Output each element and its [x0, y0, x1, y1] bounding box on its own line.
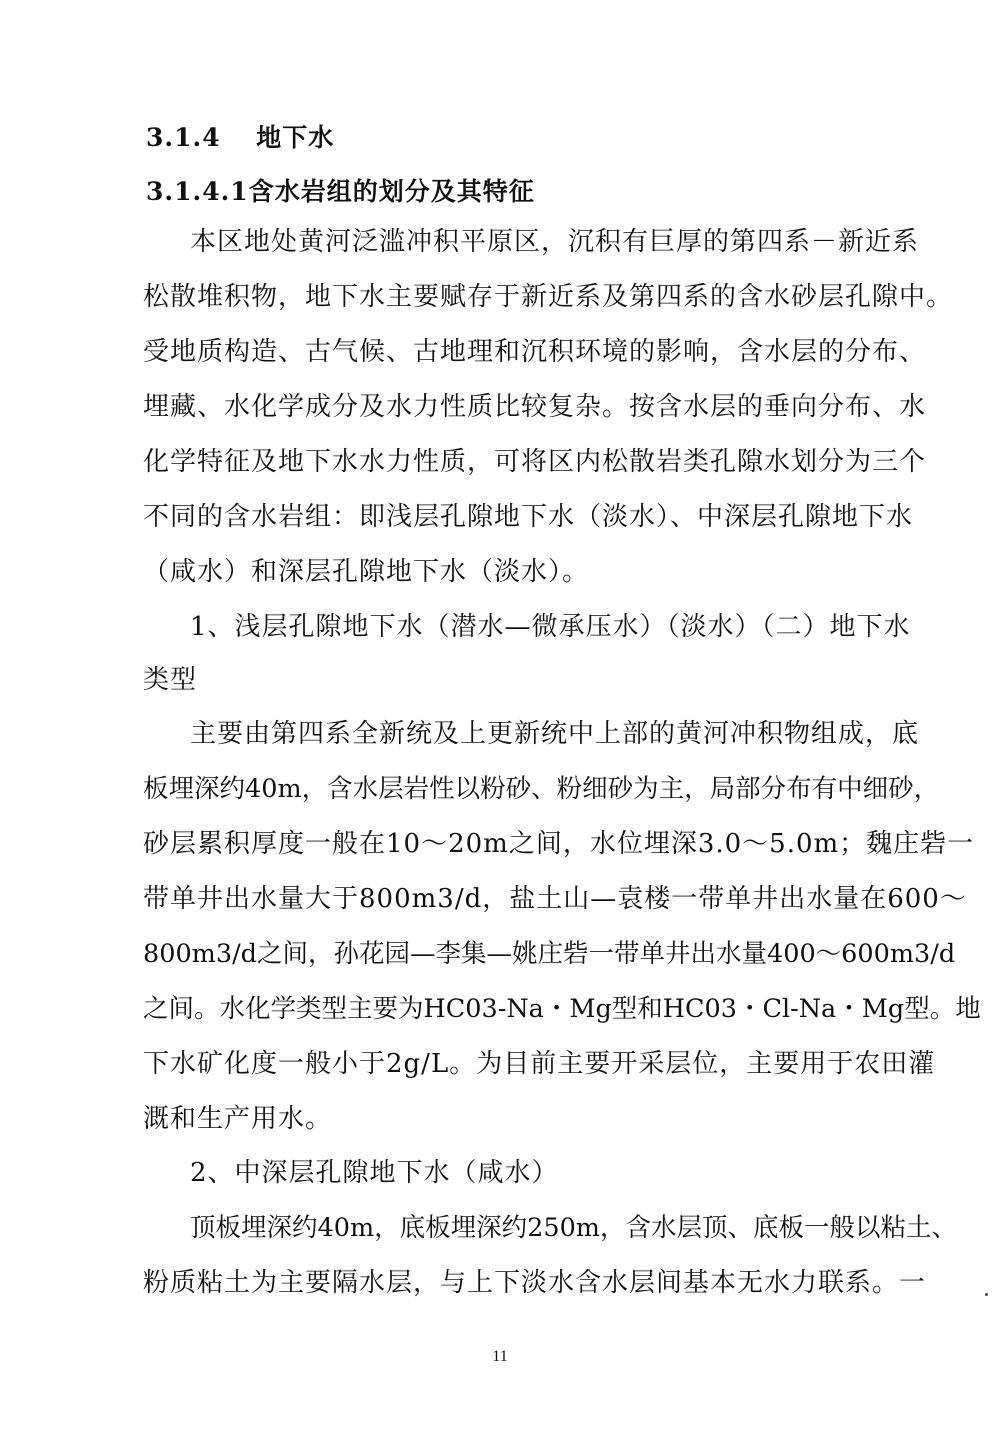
section-heading: 3.1.4 地下水 — [146, 123, 335, 152]
page-number: 11 — [492, 1348, 508, 1365]
paragraph-line: 带单井出水量大于800m3/d，盐土山—袁楼一带单井出水量在600～ — [143, 884, 967, 914]
paragraph-line: 800m3/d之间，孙花园—李集—姚庄砦一带单井出水量400～600m3/d — [143, 939, 956, 969]
paragraph-line: 板埋深约40m，含水层岩性以粉砂、粉细砂为主，局部分布有中细砂， — [143, 774, 940, 804]
paragraph-line: 顶板埋深约40m，底板埋深约250m，含水层顶、底板一般以粘土、 — [190, 1213, 957, 1243]
scan-speck — [985, 1293, 988, 1296]
paragraph-line: 2、中深层孔隙地下水（咸水） — [190, 1158, 559, 1188]
paragraph-line: （咸水）和深层孔隙地下水（淡水）。 — [143, 557, 590, 587]
paragraph-line: 松散堆积物，地下水主要赋存于新近系及第四系的含水砂层孔隙中。 — [143, 282, 954, 312]
paragraph-line: 化学特征及地下水水力性质，可将区内松散岩类孔隙水划分为三个 — [143, 447, 927, 477]
subsection-heading: 3.1.4.1含水岩组的划分及其特征 — [146, 177, 535, 206]
paragraph-line: 粉质粘土为主要隔水层，与上下淡水含水层间基本无水力联系。一 — [143, 1268, 927, 1298]
paragraph-line: 类型 — [143, 665, 198, 695]
paragraph-line: 1、浅层孔隙地下水（潜水—微承压水）（淡水）（二）地下水 — [190, 612, 911, 642]
paragraph-line: 埋藏、水化学成分及水力性质比较复杂。按含水层的垂向分布、水 — [143, 392, 927, 422]
paragraph-line: 受地质构造、古气候、古地理和沉积环境的影响，含水层的分布、 — [143, 337, 927, 367]
paragraph-line: 主要由第四系全新统及上更新统中上部的黄河冲积物组成，底 — [190, 719, 920, 749]
paragraph-line: 下水矿化度一般小于2g/L。为目前主要开采层位，主要用于农田灌 — [143, 1049, 936, 1079]
paragraph-line: 砂层累积厚度一般在10～20m之间，水位埋深3.0～5.0m；魏庄砦一 — [143, 829, 975, 859]
paragraph-line: 之间。水化学类型主要为HC03-Na・Mg型和HC03・Cl-Na・Mg型。地 — [143, 994, 981, 1024]
paragraph-line: 本区地处黄河泛滥冲积平原区，沉积有巨厚的第四系－新近系 — [190, 227, 920, 257]
paragraph-line: 溉和生产用水。 — [143, 1104, 333, 1134]
paragraph-line: 不同的含水岩组：即浅层孔隙地下水（淡水）、中深层孔隙地下水 — [143, 502, 914, 532]
